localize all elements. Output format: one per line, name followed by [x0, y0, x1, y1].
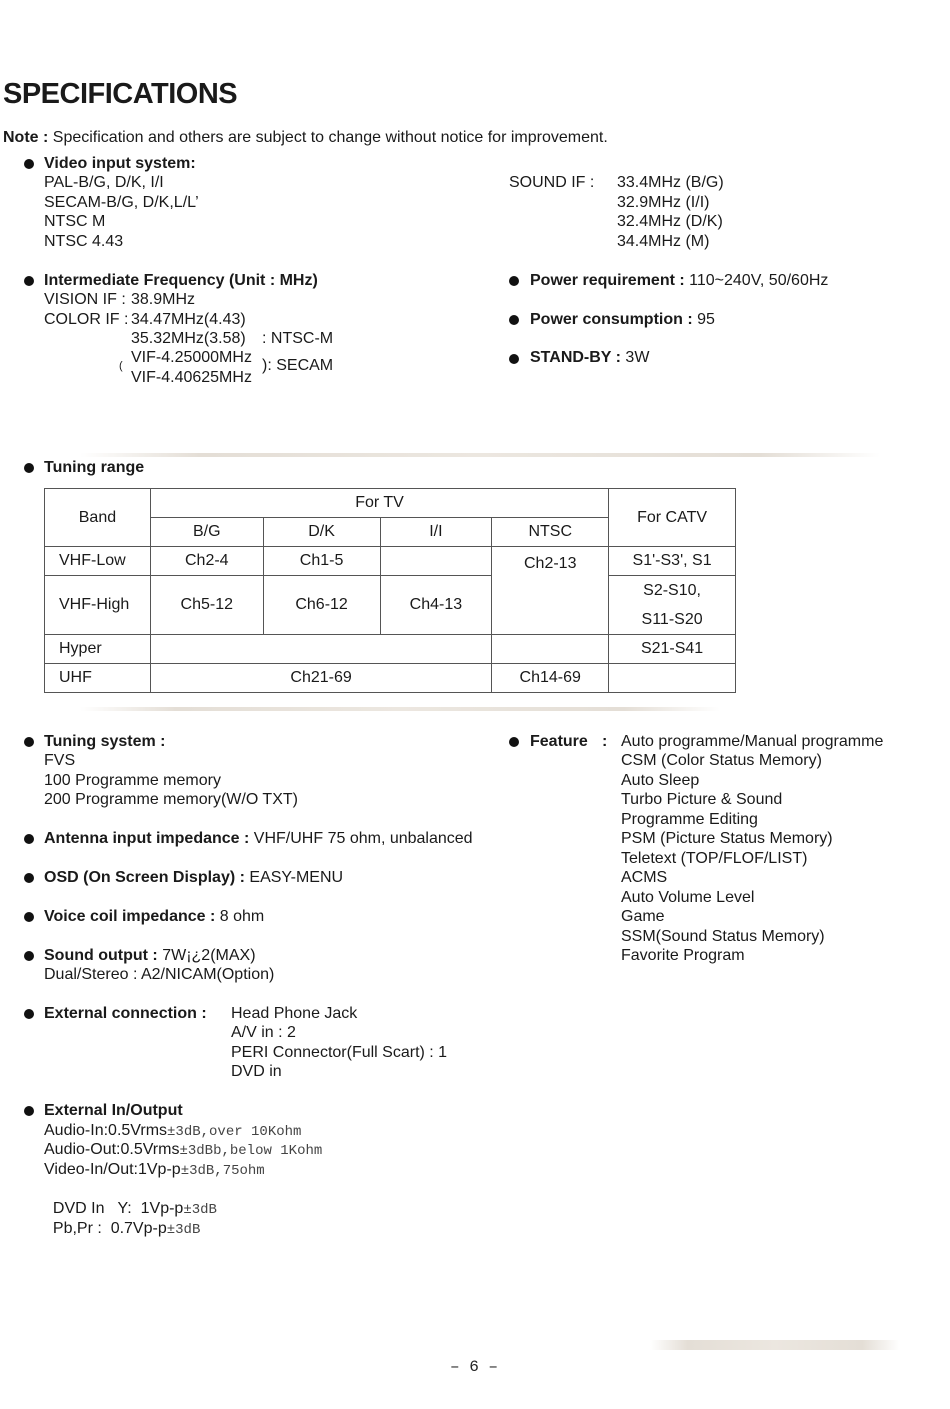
for-tv-header: For TV — [150, 489, 608, 518]
io-label: Audio-In:0.5Vrms — [44, 1122, 168, 1139]
antenna-label: Antenna input impedance : — [44, 830, 250, 847]
sub-header-bg: B/G — [150, 518, 263, 547]
io-spec: ±3dBb,below 1Kohm — [179, 1143, 323, 1159]
scan-separator-top — [80, 453, 880, 457]
catv-value: S2-S10, — [643, 582, 701, 599]
table-row — [45, 547, 736, 576]
feature-colon: : — [602, 733, 608, 750]
table-cell: S21-S41 — [609, 635, 736, 664]
sub-header-ii: I/I — [380, 518, 492, 547]
band-cell: VHF-High — [45, 576, 151, 635]
bullet-icon — [24, 1106, 34, 1116]
power-consumption-label: Power consumption : — [530, 311, 693, 328]
power-requirement — [530, 271, 828, 291]
band-cell: Hyper — [45, 635, 151, 664]
feature-item: Auto Sleep — [621, 772, 700, 789]
io-label: Pb,Pr : 0.7Vp-p — [52, 1219, 167, 1237]
color-if-value: 35.32MHz(3.58) — [131, 330, 246, 347]
video-input-heading: Video input system: — [44, 155, 196, 172]
feature-item: Programme Editing — [621, 811, 758, 828]
tuning-system-heading: Tuning system : — [44, 733, 166, 750]
paren-open: ( — [119, 360, 123, 372]
video-input-line: NTSC M — [44, 213, 106, 230]
catv-value: S11-S20 — [641, 611, 703, 628]
io-label: Video-In/Out:1Vp-p — [44, 1161, 181, 1178]
video-input-line: NTSC 4.43 — [44, 233, 124, 250]
external-connection-item: A/V in : 2 — [231, 1024, 296, 1041]
tuning-system-line: 200 Programme memory(W/O TXT) — [44, 791, 298, 808]
bullet-icon — [509, 315, 519, 325]
ntsc-m-note: : NTSC-M — [262, 330, 334, 347]
table-cell: Ch2-4 — [150, 547, 263, 576]
vision-if-label: VISION IF : — [44, 291, 126, 308]
bullet-icon — [24, 276, 34, 286]
tuning-range-table — [44, 488, 736, 693]
table-row — [45, 664, 736, 693]
video-input-line: SECAM-B/G, D/K,L/L’ — [44, 194, 199, 211]
standby-value: 3W — [625, 349, 650, 366]
feature-item: Teletext (TOP/FLOF/LIST) — [621, 850, 808, 867]
color-if-label: COLOR IF : — [44, 311, 129, 328]
table-row — [45, 635, 736, 664]
vision-if-value: 38.9MHz — [131, 291, 196, 308]
tuning-system-line: 100 Programme memory — [44, 772, 221, 789]
feature-item: Favorite Program — [621, 947, 745, 964]
table-cell — [492, 635, 609, 664]
feature-label: Feature — [530, 733, 588, 750]
power-consumption-value: 95 — [697, 311, 715, 328]
power-requirement-value: 110~240V, 50/60Hz — [689, 272, 829, 289]
sound-if-value: 32.9MHz (I/I) — [617, 194, 710, 211]
sound-output — [44, 946, 256, 966]
osd — [44, 868, 343, 888]
sound-if-value: 33.4MHz (B/G) — [617, 174, 724, 191]
table-cell — [609, 664, 736, 693]
bullet-icon — [24, 912, 34, 922]
color-if-value: 34.47MHz(4.43) — [131, 311, 246, 328]
note-label: Note : — [3, 129, 49, 146]
osd-value: EASY-MENU — [249, 869, 344, 886]
bullet-icon — [24, 873, 34, 883]
tuning-system-line: FVS — [44, 752, 76, 769]
table-cell: Ch5-12 — [150, 576, 263, 635]
sound-output-line: Dual/Stereo : A2/NICAM(Option) — [44, 966, 275, 983]
external-io-heading: External In/Output — [44, 1102, 183, 1119]
feature-item: SSM(Sound Status Memory) — [621, 928, 825, 945]
table-cell: Ch14-69 — [492, 664, 609, 693]
feature-item: Auto programme/Manual programme — [621, 733, 884, 750]
external-connection-item: DVD in — [231, 1063, 282, 1080]
io-label: Audio-Out:0.5Vrms — [44, 1141, 180, 1158]
feature-item: Auto Volume Level — [621, 889, 755, 906]
io-spec: ±3dB,over 10Kohm — [167, 1124, 302, 1140]
band-cell: UHF — [45, 664, 151, 693]
vif-value: VIF-4.25000MHz — [131, 349, 252, 366]
scan-separator-bottom — [650, 1340, 900, 1350]
table-cell: S1'-S3', S1 — [609, 547, 736, 576]
bullet-icon — [24, 951, 34, 961]
video-input-line: PAL-B/G, D/K, I/I — [44, 174, 164, 191]
table-cell: Ch21-69 — [150, 664, 491, 693]
antenna — [44, 829, 473, 849]
table-cell — [609, 576, 736, 635]
band-cell: VHF-Low — [45, 547, 151, 576]
feature-item: ACMS — [621, 869, 668, 886]
voice-coil-value: 8 ohm — [219, 908, 265, 925]
feature-item: PSM (Picture Status Memory) — [621, 830, 833, 847]
note — [3, 128, 608, 148]
sound-output-value: 7W¡¿2(MAX) — [162, 947, 256, 964]
power-consumption — [530, 310, 715, 330]
sound-if-value: 32.4MHz (D/K) — [617, 213, 723, 230]
table-cell: Ch2-13 — [492, 547, 609, 635]
table-cell — [380, 547, 492, 576]
tuning-range-heading: Tuning range — [44, 459, 145, 476]
feature-item: CSM (Color Status Memory) — [621, 752, 822, 769]
if-heading: Intermediate Frequency (Unit : MHz) — [44, 272, 318, 289]
sub-header-dk: D/K — [263, 518, 380, 547]
standby — [530, 348, 649, 368]
antenna-value: VHF/UHF 75 ohm, unbalanced — [253, 830, 473, 847]
sub-header-ntsc: NTSC — [492, 518, 609, 547]
bullet-icon — [509, 354, 519, 364]
sound-output-label: Sound output : — [44, 947, 158, 964]
bullet-icon — [24, 1009, 34, 1019]
vif-value: VIF-4.40625MHz — [131, 369, 252, 386]
osd-label: OSD (On Screen Display) : — [44, 869, 245, 886]
bullet-icon — [24, 737, 34, 747]
bullet-icon — [24, 463, 34, 473]
bullet-icon — [24, 159, 34, 169]
page-title: SPECIFICATIONS — [3, 78, 238, 110]
table-row — [45, 576, 736, 635]
bullet-icon — [24, 834, 34, 844]
bullet-icon — [509, 276, 519, 286]
standby-label: STAND-BY : — [530, 349, 621, 366]
band-header: Band — [45, 489, 151, 547]
bullet-icon — [509, 737, 519, 747]
table-cell — [150, 635, 491, 664]
sound-if-label: SOUND IF : — [509, 174, 595, 191]
external-connection-label: External connection : — [44, 1005, 207, 1022]
io-spec: ±3dB,75ohm — [180, 1163, 265, 1179]
feature-item: Turbo Picture & Sound — [621, 791, 783, 808]
feature-item: Game — [621, 908, 665, 925]
table-cell: Ch6-12 — [263, 576, 380, 635]
power-requirement-label: Power requirement : — [530, 272, 685, 289]
external-connection-item: Head Phone Jack — [231, 1005, 358, 1022]
secam-note: ): SECAM — [262, 357, 334, 374]
sound-if-value: 34.4MHz (M) — [617, 233, 710, 250]
io-label: DVD In Y: 1Vp-p — [52, 1199, 184, 1217]
io-spec: ±3dB — [183, 1201, 217, 1218]
voice-coil-label: Voice coil impedance : — [44, 908, 216, 925]
table-cell: Ch4-13 — [380, 576, 492, 635]
external-connection-item: PERI Connector(Full Scart) : 1 — [231, 1044, 448, 1061]
io-spec: ±3dB — [166, 1221, 201, 1238]
table-cell: Ch1-5 — [263, 547, 380, 576]
scan-separator-mid — [80, 707, 720, 711]
page-number: – 6 – — [450, 1358, 499, 1376]
voice-coil — [44, 907, 264, 927]
note-text: Specification and others are subject to change without notice for improvement. — [52, 129, 608, 146]
external-io-line — [44, 1140, 322, 1162]
external-io-line — [44, 1199, 200, 1240]
for-catv-header: For CATV — [609, 489, 736, 547]
table-row — [45, 489, 736, 518]
